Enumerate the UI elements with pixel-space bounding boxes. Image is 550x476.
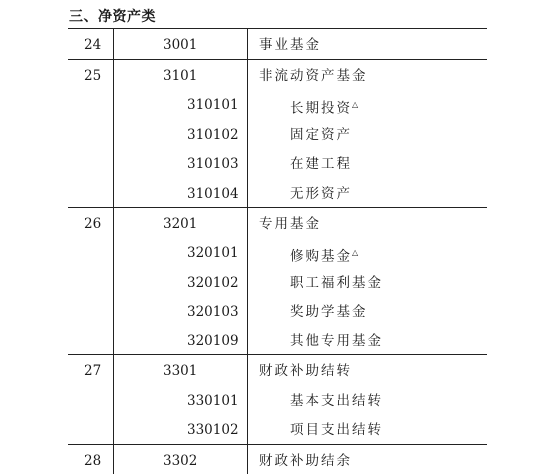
row-name: 基本支出结转 bbox=[290, 393, 383, 409]
row-code: 310102 bbox=[187, 127, 239, 143]
row-mark: △ bbox=[352, 248, 359, 257]
row-seq: 28 bbox=[84, 453, 102, 469]
row-code: 3302 bbox=[163, 453, 198, 469]
row-code: 330101 bbox=[187, 393, 239, 409]
row-name: 无形资产 bbox=[290, 186, 352, 202]
row-seq: 26 bbox=[84, 216, 102, 232]
row-mark: △ bbox=[352, 100, 359, 109]
row-code: 3001 bbox=[163, 37, 198, 53]
row-name: 其他专用基金 bbox=[290, 333, 383, 349]
table-row bbox=[0, 386, 550, 416]
row-seq: 24 bbox=[84, 37, 102, 53]
table-row bbox=[0, 326, 550, 356]
row-code: 310103 bbox=[187, 156, 239, 172]
row-name: 修购基金 bbox=[290, 248, 352, 265]
table-row bbox=[0, 238, 550, 268]
row-code: 330102 bbox=[187, 422, 239, 438]
row-code: 310101 bbox=[187, 97, 239, 113]
row-code: 3301 bbox=[163, 363, 198, 379]
row-code: 3201 bbox=[163, 216, 198, 232]
table-row bbox=[0, 61, 550, 91]
row-name-wrap bbox=[290, 90, 358, 124]
row-code: 320103 bbox=[187, 304, 239, 320]
row-name: 固定资产 bbox=[290, 127, 352, 143]
row-code: 310104 bbox=[187, 186, 239, 202]
table-row bbox=[0, 90, 550, 120]
row-name: 财政补助结转 bbox=[259, 363, 352, 379]
row-name: 在建工程 bbox=[290, 156, 352, 172]
row-code: 3101 bbox=[163, 68, 198, 84]
row-seq: 27 bbox=[84, 363, 102, 379]
table-row bbox=[0, 120, 550, 150]
row-name: 非流动资产基金 bbox=[259, 68, 368, 84]
row-seq: 25 bbox=[84, 68, 102, 84]
row-name: 长期投资 bbox=[290, 100, 352, 117]
row-code: 320109 bbox=[187, 333, 239, 349]
table-row bbox=[0, 297, 550, 327]
row-name: 职工福利基金 bbox=[290, 275, 383, 291]
table-row bbox=[0, 209, 550, 239]
table-rule-top bbox=[68, 28, 487, 29]
table-row bbox=[0, 415, 550, 445]
row-name: 专用基金 bbox=[259, 216, 321, 232]
table-row bbox=[0, 179, 550, 209]
row-code: 320101 bbox=[187, 245, 239, 261]
table-row bbox=[0, 268, 550, 298]
section-title: 三、净资产类 bbox=[69, 9, 156, 25]
row-code: 320102 bbox=[187, 275, 239, 291]
row-name-wrap bbox=[290, 238, 358, 272]
row-name: 事业基金 bbox=[259, 37, 321, 53]
table-row bbox=[0, 356, 550, 386]
table-row bbox=[0, 30, 550, 60]
table-row bbox=[0, 446, 550, 476]
row-name: 项目支出结转 bbox=[290, 422, 383, 438]
row-name: 奖助学基金 bbox=[290, 304, 368, 320]
row-name: 财政补助结余 bbox=[259, 453, 352, 469]
table-row bbox=[0, 149, 550, 179]
